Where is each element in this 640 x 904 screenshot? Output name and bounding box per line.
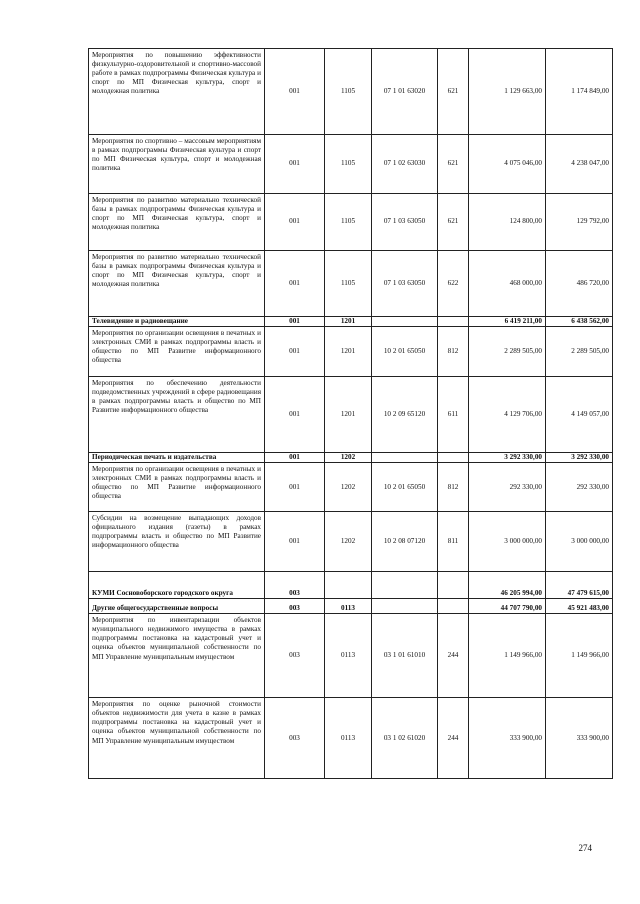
description-cell: Мероприятия по развитию материально технической базы в рамках подпрограммы Физическая культура и спорт по МП Физическая культура, спорт и молодежная политика <box>89 194 265 251</box>
amount-year1-cell: 292 330,00 <box>469 463 546 512</box>
ministry-code-cell: 001 <box>265 512 325 572</box>
description-cell: КУМИ Сосновоборского городского округа <box>89 572 265 599</box>
description-cell: Мероприятия по инвентаризации объектов муниципального недвижимого имущества в рамках подпрограммы постановка на кадастровый учет и оценка объектов муниципальной собственности по МП Управление муниципальным имуществом <box>89 614 265 698</box>
section-code-cell: 0113 <box>325 614 372 698</box>
amount-year1-cell: 2 289 505,00 <box>469 327 546 377</box>
ministry-code-cell: 001 <box>265 251 325 317</box>
amount-year2-cell: 3 000 000,00 <box>546 512 613 572</box>
description-cell: Субсидии на возмещение выпадающих доходов официального издания (газеты) в рамках подпрограммы власть и общество по МП Развитие информационного общества <box>89 512 265 572</box>
section-total-row <box>89 317 613 327</box>
expense-type-cell: 811 <box>438 512 469 572</box>
page-number: 274 <box>578 843 592 853</box>
section-code-cell: 1201 <box>325 317 372 327</box>
target-article-cell: 10 2 09 65120 <box>372 377 438 453</box>
amount-year1-cell: 333 900,00 <box>469 698 546 779</box>
amount-year2-cell: 292 330,00 <box>546 463 613 512</box>
amount-year2-cell: 45 921 483,00 <box>546 599 613 614</box>
section-code-cell: 1105 <box>325 135 372 194</box>
budget-table <box>88 48 613 779</box>
table-row <box>89 135 613 194</box>
section-total-row <box>89 453 613 463</box>
table-row <box>89 194 613 251</box>
description-cell: Телевидение и радиовещание <box>89 317 265 327</box>
section-code-cell: 1202 <box>325 463 372 512</box>
target-article-cell: 10 2 01 65050 <box>372 327 438 377</box>
section-code-cell: 0113 <box>325 599 372 614</box>
table-row <box>89 49 613 135</box>
amount-year1-cell: 44 707 790,00 <box>469 599 546 614</box>
amount-year1-cell: 4 129 706,00 <box>469 377 546 453</box>
amount-year1-cell: 124 800,00 <box>469 194 546 251</box>
expense-type-cell: 812 <box>438 327 469 377</box>
section-code-cell: 1105 <box>325 49 372 135</box>
section-code-cell <box>325 572 372 599</box>
table-row <box>89 251 613 317</box>
target-article-cell: 03 1 01 61010 <box>372 614 438 698</box>
table-row <box>89 614 613 698</box>
table-row <box>89 377 613 453</box>
description-cell: Мероприятия по оценке рыночной стоимости объектов недвижимости для учета в казне в рамках подпрограммы постановка на кадастровый учет и оценка объектов муниципальной собственности по МП Управление муниципальным имуществом <box>89 698 265 779</box>
expense-type-cell: 611 <box>438 377 469 453</box>
expense-type-cell: 622 <box>438 251 469 317</box>
amount-year1-cell: 6 419 211,00 <box>469 317 546 327</box>
section-code-cell: 1202 <box>325 512 372 572</box>
expense-type-cell: 244 <box>438 614 469 698</box>
ministry-code-cell: 003 <box>265 599 325 614</box>
description-cell: Мероприятия по организации освещения в печатных и электронных СМИ в рамках подпрограммы власть и общество по МП Развитие информационного общества <box>89 327 265 377</box>
target-article-cell: 03 1 02 61020 <box>372 698 438 779</box>
target-article-cell <box>372 572 438 599</box>
section-code-cell: 0113 <box>325 698 372 779</box>
expense-type-cell: 621 <box>438 49 469 135</box>
amount-year1-cell: 468 000,00 <box>469 251 546 317</box>
target-article-cell <box>372 453 438 463</box>
amount-year1-cell: 1 129 663,00 <box>469 49 546 135</box>
target-article-cell: 10 2 08 07120 <box>372 512 438 572</box>
section-code-cell: 1201 <box>325 377 372 453</box>
section-total-row <box>89 572 613 599</box>
section-total-row <box>89 599 613 614</box>
amount-year2-cell: 1 149 966,00 <box>546 614 613 698</box>
amount-year1-cell: 3 000 000,00 <box>469 512 546 572</box>
amount-year2-cell: 4 149 057,00 <box>546 377 613 453</box>
ministry-code-cell: 003 <box>265 698 325 779</box>
target-article-cell: 07 1 03 63050 <box>372 251 438 317</box>
table-row <box>89 327 613 377</box>
table-row <box>89 698 613 779</box>
amount-year1-cell: 1 149 966,00 <box>469 614 546 698</box>
ministry-code-cell: 001 <box>265 49 325 135</box>
ministry-code-cell: 001 <box>265 135 325 194</box>
amount-year2-cell: 1 174 849,00 <box>546 49 613 135</box>
amount-year2-cell: 129 792,00 <box>546 194 613 251</box>
ministry-code-cell: 001 <box>265 194 325 251</box>
target-article-cell: 07 1 01 63020 <box>372 49 438 135</box>
ministry-code-cell: 003 <box>265 614 325 698</box>
target-article-cell: 10 2 01 65050 <box>372 463 438 512</box>
section-code-cell: 1105 <box>325 251 372 317</box>
amount-year1-cell: 3 292 330,00 <box>469 453 546 463</box>
expense-type-cell <box>438 317 469 327</box>
ministry-code-cell: 001 <box>265 453 325 463</box>
section-code-cell: 1105 <box>325 194 372 251</box>
description-cell: Периодическая печать и издательства <box>89 453 265 463</box>
ministry-code-cell: 001 <box>265 377 325 453</box>
description-cell: Мероприятия по обеспечению деятельности подведомственных учреждений в сфере радиовещания в рамках подпрограммы власть и общество по МП Развитие информационного общества <box>89 377 265 453</box>
table-row <box>89 463 613 512</box>
expense-type-cell <box>438 572 469 599</box>
target-article-cell: 07 1 03 63050 <box>372 194 438 251</box>
section-code-cell: 1201 <box>325 327 372 377</box>
expense-type-cell: 621 <box>438 135 469 194</box>
ministry-code-cell: 001 <box>265 317 325 327</box>
description-cell: Мероприятия по организации освещения в печатных и электронных СМИ в рамках подпрограммы власть и общество по МП Развитие информационного общества <box>89 463 265 512</box>
amount-year2-cell: 2 289 505,00 <box>546 327 613 377</box>
amount-year2-cell: 47 479 615,00 <box>546 572 613 599</box>
target-article-cell <box>372 317 438 327</box>
expense-type-cell <box>438 599 469 614</box>
description-cell: Другие общегосударственные вопросы <box>89 599 265 614</box>
expense-type-cell: 244 <box>438 698 469 779</box>
amount-year1-cell: 4 075 046,00 <box>469 135 546 194</box>
amount-year2-cell: 4 238 047,00 <box>546 135 613 194</box>
amount-year2-cell: 486 720,00 <box>546 251 613 317</box>
description-cell: Мероприятия по повышению эффективности физкультурно-оздоровительной и спортивно-массовой работе в рамках подпрограммы Физическая культура и спорт по МП Физическая культура, спорт и молодежная политика <box>89 49 265 135</box>
amount-year2-cell: 6 438 562,00 <box>546 317 613 327</box>
expense-type-cell: 812 <box>438 463 469 512</box>
target-article-cell: 07 1 02 63030 <box>372 135 438 194</box>
expense-type-cell <box>438 453 469 463</box>
ministry-code-cell: 001 <box>265 327 325 377</box>
amount-year1-cell: 46 205 994,00 <box>469 572 546 599</box>
expense-type-cell: 621 <box>438 194 469 251</box>
ministry-code-cell: 003 <box>265 572 325 599</box>
target-article-cell <box>372 599 438 614</box>
section-code-cell: 1202 <box>325 453 372 463</box>
ministry-code-cell: 001 <box>265 463 325 512</box>
amount-year2-cell: 3 292 330,00 <box>546 453 613 463</box>
table-row <box>89 512 613 572</box>
description-cell: Мероприятия по спортивно – массовым мероприятиям в рамках подпрограммы Физическая культура и спорт по МП Физическая культура, спорт и молодежная политика <box>89 135 265 194</box>
amount-year2-cell: 333 900,00 <box>546 698 613 779</box>
description-cell: Мероприятия по развитию материально технической базы в рамках подпрограммы Физическая культура и спорт по МП Физическая культура, спорт и молодежная политика <box>89 251 265 317</box>
